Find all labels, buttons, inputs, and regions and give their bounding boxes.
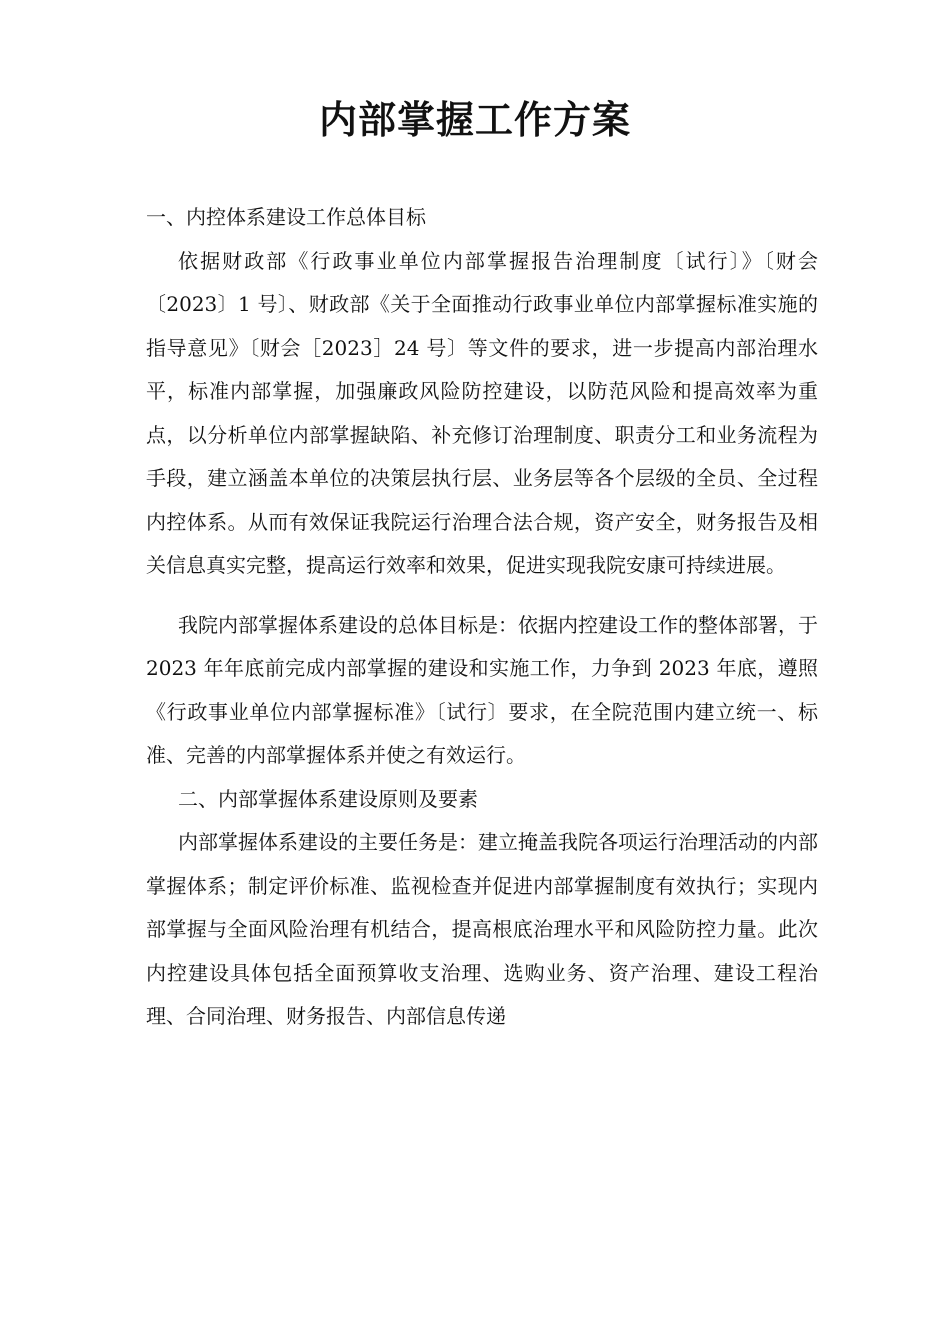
paragraph-3: 内部掌握体系建设的主要任务是：建立掩盖我院各项运行治理活动的内部掌握体系；制定评价标准、监视检查并促进内部掌握制度有效执行；实现内部掌握与全面风险治理有机结合，提高根底治理水平和风险防控力量。此次内控建设具体包括全面预算收支治理、选购业务、资产治理、建设工程治理、合同治理、财务报告、内部信息传递	[146, 830, 818, 1028]
section-1-heading: 一、内控体系建设工作总体目标	[146, 205, 426, 229]
document-title: 内部掌握工作方案	[318, 98, 631, 142]
document-body	[146, 196, 818, 1039]
paragraph-1: 依据财政部《行政事业单位内部掌握报告治理制度〔试行〕》〔财会〔2023〕1 号〕、财政部《关于全面推动行政事业单位内部掌握标准实施的指导意见》〔财会［2023］24 号〕等文件的要求，进一步提高内部治理水平，标准内部掌握，加强廉政风险防控建设，以防范风险和提高效率为重点，以分析单位内部掌握缺陷、补充修订治理制度、职责分工和业务流程为手段，建立涵盖本单位的决策层执行层、业务层等各个层级的全员、全过程内控体系。从而有效保证我院运行治理合法合规，资产安全，财务报告及相关信息真实完整，提高运行效率和效果，促进实现我院安康可持续进展。	[146, 248, 818, 577]
section-2-heading: 二、内部掌握体系建设原则及要素	[178, 786, 478, 811]
paragraph-2: 我院内部掌握体系建设的总体目标是：依据内控建设工作的整体部署，于 2023 年年底前完成内部掌握的建设和实施工作，力争到 2023 年底，遵照《行政事业单位内部掌握标准》〔试行〕要求，在全院范围内建立统一、标准、完善的内部掌握体系并使之有效运行。	[146, 612, 818, 767]
